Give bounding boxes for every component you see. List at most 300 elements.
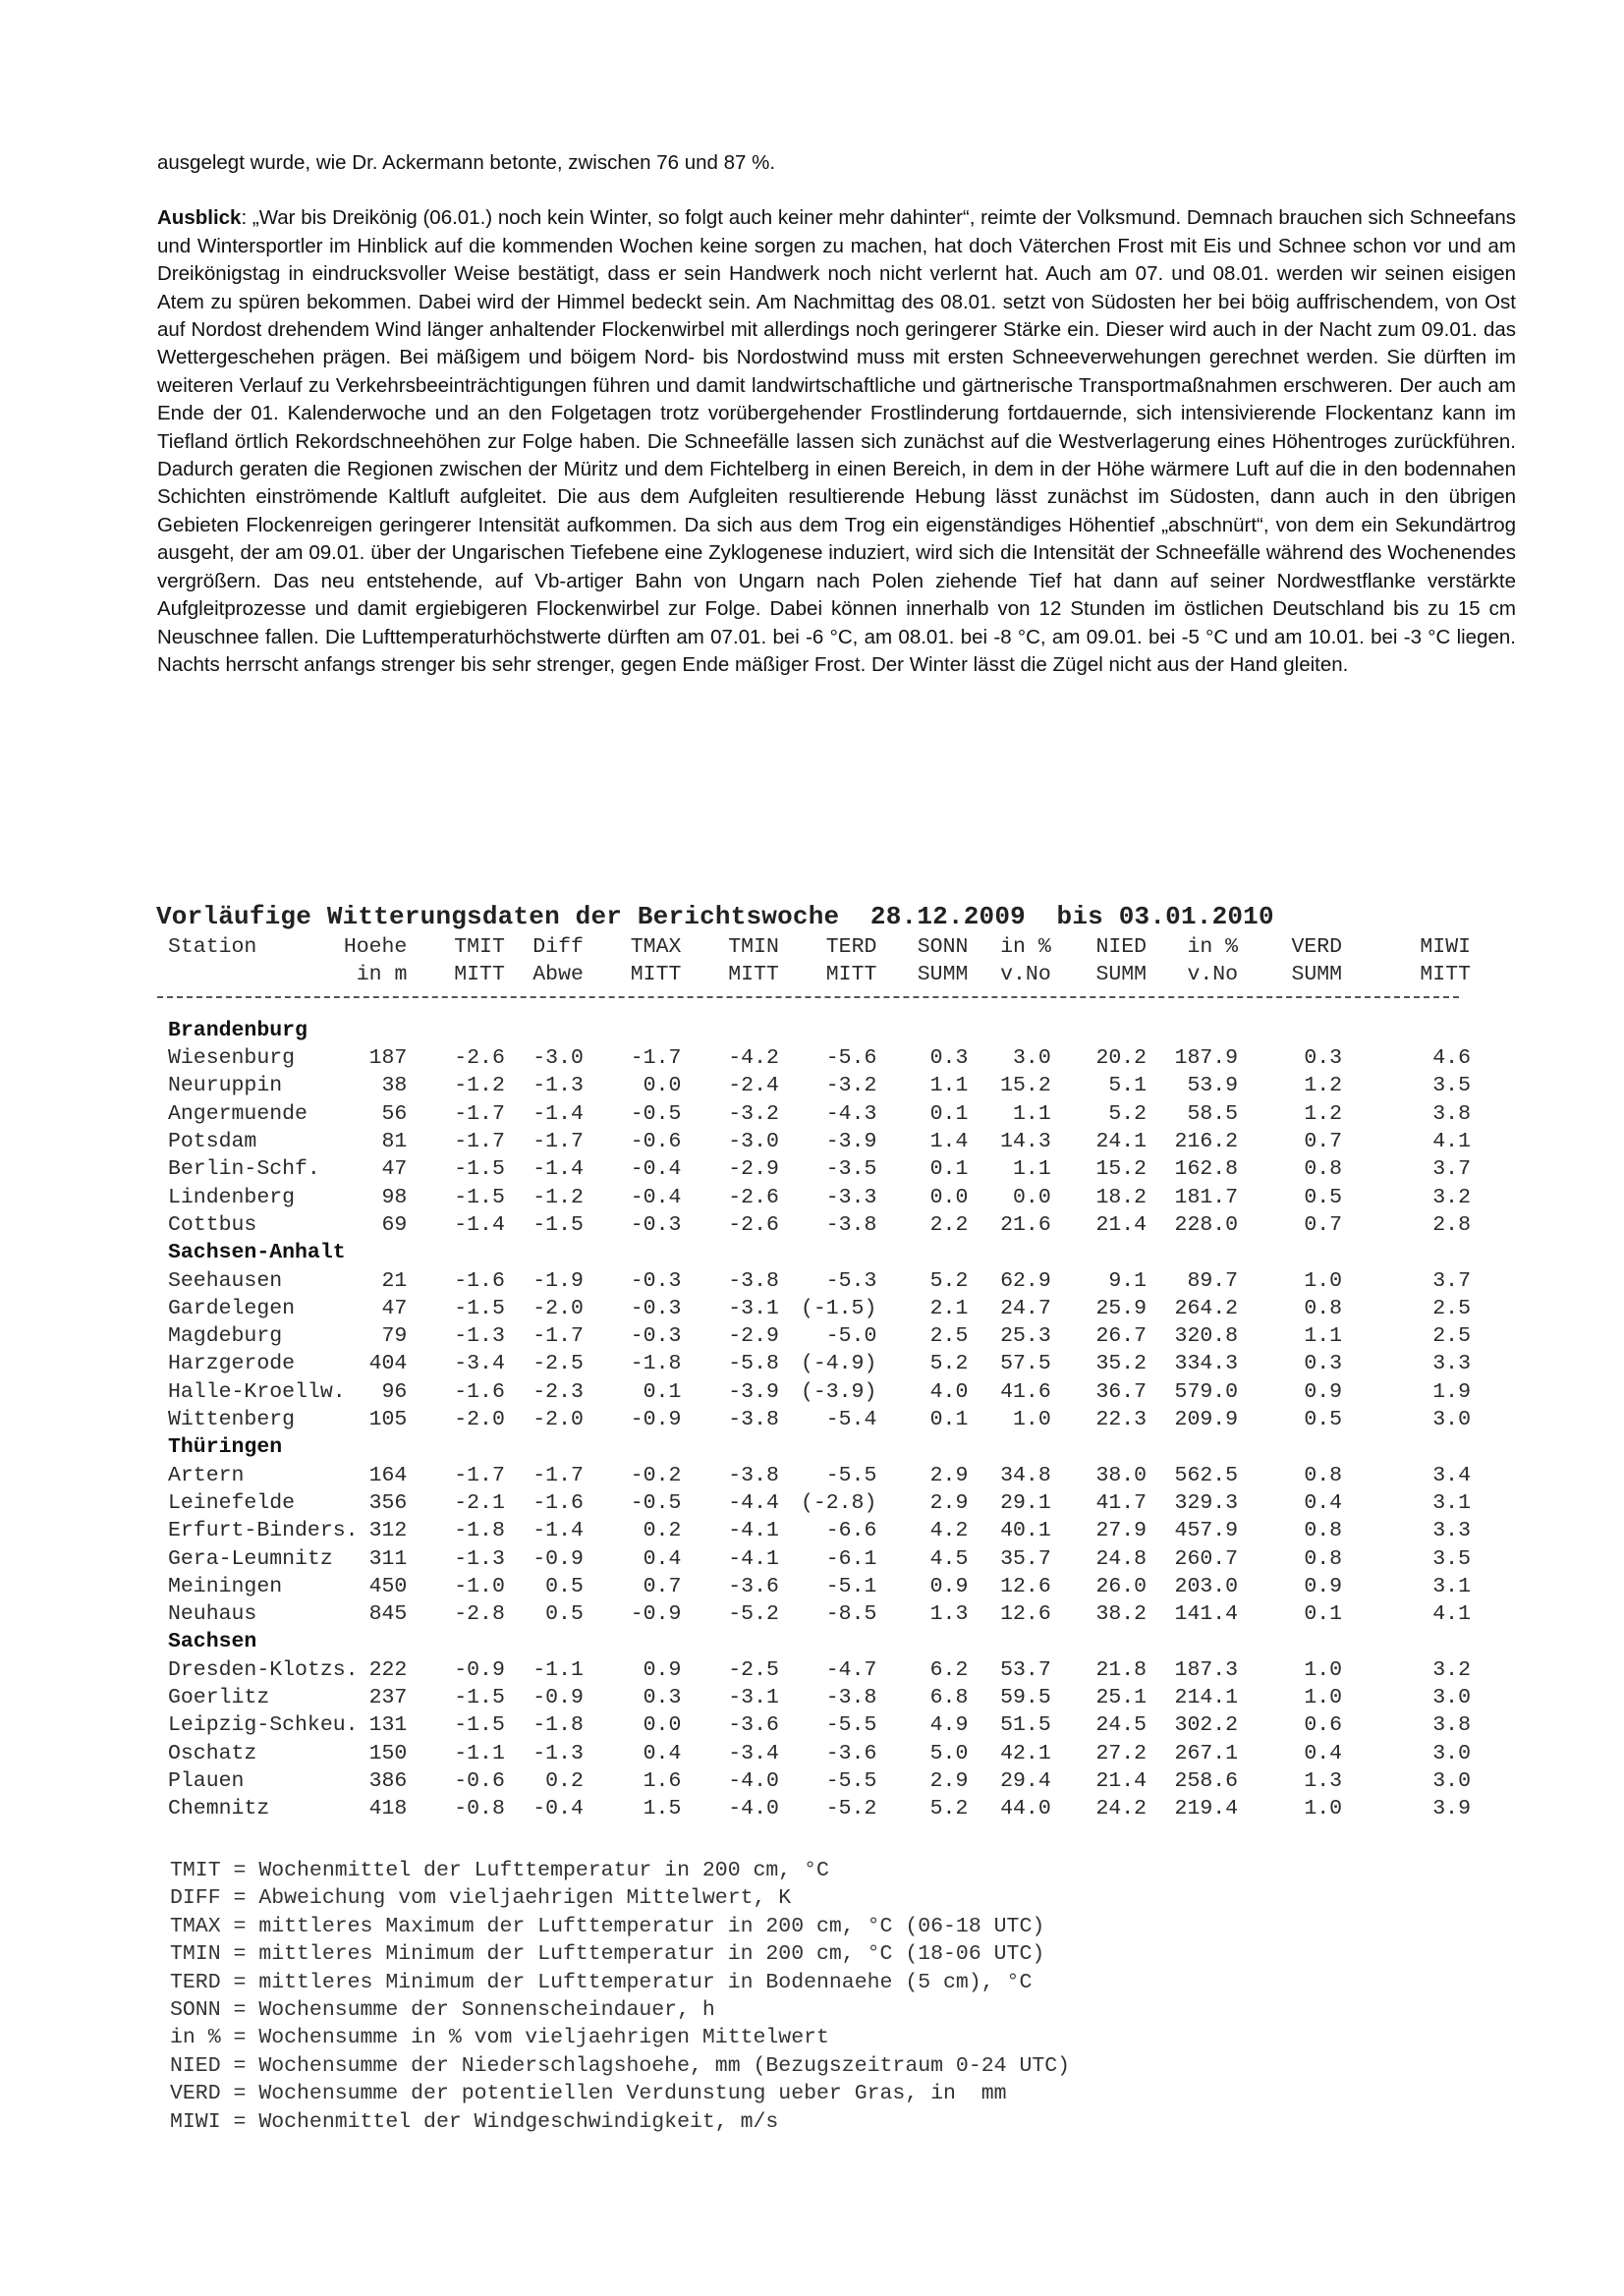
data-cell: 2.9 [929, 1463, 969, 1487]
data-cell: -3.8 [825, 1686, 877, 1710]
data-cell: 47 [381, 1296, 408, 1320]
station-name: Harzgerode [168, 1352, 296, 1376]
data-cell: 57.5 [1000, 1352, 1051, 1376]
data-cell: 3.7 [1432, 1268, 1471, 1293]
table-header-row-1 [168, 933, 1471, 961]
data-cell: 450 [368, 1574, 408, 1598]
data-cell: 0.8 [1304, 1157, 1343, 1182]
data-cell: 2.5 [1432, 1296, 1471, 1320]
station-name: Leipzig-Schkeu. [168, 1713, 359, 1738]
data-cell: -1.6 [454, 1268, 505, 1293]
station-row [168, 1489, 1471, 1517]
data-cell: 22.3 [1095, 1408, 1148, 1432]
station-name: Lindenberg [168, 1185, 296, 1209]
data-cell: -2.0 [532, 1408, 584, 1432]
data-cell: -0.9 [532, 1686, 584, 1710]
data-cell: 3.3 [1432, 1519, 1471, 1543]
data-cell: -2.6 [454, 1046, 505, 1071]
station-row [168, 1184, 1471, 1211]
data-cell: 14.3 [1000, 1130, 1051, 1154]
data-cell: -2.5 [532, 1352, 584, 1376]
data-cell: -1.6 [532, 1490, 584, 1515]
data-cell: 35.7 [1000, 1546, 1051, 1571]
legend-line: TMAX = mittleres Maximum der Lufttemperatur in 200 cm, °C (06-18 UTC) [170, 1914, 1045, 1938]
station-name: Potsdam [168, 1130, 257, 1154]
data-cell: 20.2 [1095, 1046, 1148, 1071]
data-cell: 267.1 [1174, 1741, 1239, 1765]
data-cell: -4.0 [728, 1797, 779, 1821]
column-header: in % [1187, 935, 1239, 959]
column-header: TMIN [728, 935, 779, 959]
data-cell: -1.4 [454, 1212, 505, 1237]
data-cell: 4.9 [929, 1713, 969, 1738]
column-header: TERD [825, 935, 877, 959]
data-cell: -5.1 [825, 1574, 877, 1598]
data-cell: -1.4 [532, 1519, 584, 1543]
column-header [168, 961, 327, 988]
legend-line: TMIT = Wochenmittel der Lufttemperatur in 200 cm, °C [170, 1859, 829, 1882]
data-cell: 69 [381, 1212, 408, 1237]
legend-line: TERD = mittleres Minimum der Lufttemperatur in Bodennaehe (5 cm), °C [170, 1970, 1033, 1994]
station-row [168, 1711, 1471, 1739]
data-cell: 1.4 [929, 1130, 969, 1154]
column-header: v.No [1000, 963, 1051, 987]
data-cell: -1.4 [532, 1101, 584, 1126]
data-cell: -1.0 [454, 1574, 505, 1598]
data-cell: 0.5 [1304, 1185, 1343, 1209]
data-cell: 21.8 [1095, 1657, 1148, 1682]
region-header-row [168, 1433, 1471, 1461]
data-cell: 21.4 [1095, 1212, 1148, 1237]
data-cell: 4.6 [1432, 1046, 1471, 1071]
data-cell: -4.0 [728, 1768, 779, 1793]
data-cell: 21.6 [1000, 1212, 1051, 1237]
data-cell: -2.0 [454, 1408, 505, 1432]
data-cell: 329.3 [1174, 1490, 1239, 1515]
data-cell: -0.3 [630, 1268, 682, 1293]
data-cell: 26.0 [1095, 1574, 1148, 1598]
data-cell: 0.0 [929, 1185, 969, 1209]
data-cell: -3.6 [728, 1713, 779, 1738]
data-cell: 89.7 [1187, 1268, 1239, 1293]
data-cell: -1.8 [630, 1352, 682, 1376]
data-cell: 219.4 [1174, 1797, 1239, 1821]
station-row [168, 1378, 1471, 1406]
data-cell: -4.2 [728, 1046, 779, 1071]
data-cell: -5.5 [825, 1713, 877, 1738]
data-cell: -5.6 [825, 1046, 877, 1071]
station-name: Halle-Kroellw. [168, 1379, 346, 1404]
data-cell: 5.2 [929, 1268, 969, 1293]
data-cell: 216.2 [1174, 1130, 1239, 1154]
data-cell: -4.1 [728, 1519, 779, 1543]
data-cell: 3.1 [1432, 1574, 1471, 1598]
data-cell: 0.9 [643, 1657, 682, 1682]
data-cell: -2.1 [454, 1490, 505, 1515]
data-cell: (-3.9) [800, 1379, 877, 1404]
data-cell: 41.6 [1000, 1379, 1051, 1404]
data-cell: -1.7 [532, 1130, 584, 1154]
data-cell: -0.6 [454, 1768, 505, 1793]
data-cell: 386 [368, 1768, 408, 1793]
data-cell: -1.4 [532, 1157, 584, 1182]
station-name: Wittenberg [168, 1408, 296, 1432]
station-name: Artern [168, 1463, 245, 1487]
legend-line: in % = Wochensumme in % vom vieljaehrigen Mittelwert [170, 2026, 829, 2050]
data-cell: -1.3 [532, 1741, 584, 1765]
data-cell: 38.0 [1095, 1463, 1148, 1487]
data-cell: 4.2 [929, 1519, 969, 1543]
data-cell: 1.1 [1013, 1101, 1051, 1126]
column-header: VERD [1291, 935, 1343, 959]
data-cell: 3.9 [1432, 1797, 1471, 1821]
legend-line: DIFF = Abweichung vom vieljaehrigen Mittelwert, K [170, 1886, 792, 1911]
table-title: Vorläufige Witterungsdaten der Berichtswoche 28.12.2009 bis 03.01.2010 [156, 902, 1274, 931]
data-cell: -0.5 [630, 1490, 682, 1515]
data-cell: 47 [381, 1157, 408, 1182]
data-cell: 0.3 [643, 1686, 682, 1710]
data-cell: 24.1 [1095, 1130, 1148, 1154]
data-cell: 3.5 [1432, 1074, 1471, 1098]
legend-line: TMIN = mittleres Minimum der Lufttemperatur in 200 cm, °C (18-06 UTC) [170, 1942, 1045, 1967]
station-name: Neuruppin [168, 1074, 283, 1098]
weather-data-table [168, 933, 1471, 1823]
station-row [168, 1350, 1471, 1377]
data-cell: 562.5 [1174, 1463, 1239, 1487]
station-name: Gera-Leumnitz [168, 1546, 333, 1571]
data-cell: 214.1 [1174, 1686, 1239, 1710]
paragraph-outlook [157, 204, 1516, 679]
data-cell: -0.4 [532, 1797, 584, 1821]
data-cell: -1.7 [630, 1046, 682, 1071]
data-cell: 0.3 [1304, 1352, 1343, 1376]
data-cell: 29.1 [1000, 1490, 1051, 1515]
data-cell: -3.6 [728, 1574, 779, 1598]
data-cell: 209.9 [1174, 1408, 1239, 1432]
data-cell: 3.0 [1432, 1408, 1471, 1432]
column-header: in m [356, 963, 408, 987]
data-cell: -3.8 [728, 1268, 779, 1293]
data-cell: -1.7 [454, 1130, 505, 1154]
station-row [168, 1545, 1471, 1573]
data-cell: -2.6 [728, 1185, 779, 1209]
data-cell: 404 [368, 1352, 408, 1376]
data-cell: 81 [381, 1130, 408, 1154]
column-header: TMAX [630, 935, 682, 959]
data-cell: 24.8 [1095, 1546, 1148, 1571]
data-cell: -8.5 [825, 1602, 877, 1627]
data-cell: 26.7 [1095, 1324, 1148, 1349]
data-cell: -0.3 [630, 1212, 682, 1237]
data-cell: 79 [381, 1324, 408, 1349]
data-cell: -0.6 [630, 1130, 682, 1154]
data-cell: 24.2 [1095, 1797, 1148, 1821]
data-cell: 29.4 [1000, 1768, 1051, 1793]
data-cell: 41.7 [1095, 1490, 1148, 1515]
column-header: MITT [728, 963, 779, 987]
region-name: Thüringen [168, 1435, 283, 1460]
data-cell: -2.8 [454, 1602, 505, 1627]
data-cell: -1.3 [454, 1324, 505, 1349]
data-cell: 181.7 [1174, 1185, 1239, 1209]
station-row [168, 1211, 1471, 1239]
data-cell: 40.1 [1000, 1519, 1051, 1543]
data-cell: 3.4 [1432, 1463, 1471, 1487]
data-cell: (-2.8) [800, 1490, 877, 1515]
station-name: Chemnitz [168, 1797, 270, 1821]
data-cell: 9.1 [1108, 1268, 1148, 1293]
table-header-row-2 [168, 961, 1471, 988]
data-cell: -6.1 [825, 1546, 877, 1571]
data-cell: 1.0 [1013, 1408, 1051, 1432]
data-cell: -1.5 [454, 1713, 505, 1738]
data-cell: 0.1 [1304, 1602, 1343, 1627]
data-cell: -0.9 [630, 1602, 682, 1627]
data-cell: 98 [381, 1185, 408, 1209]
data-cell: 334.3 [1174, 1352, 1239, 1376]
data-cell: -1.3 [454, 1546, 505, 1571]
data-cell: 1.0 [1304, 1657, 1343, 1682]
data-cell: 96 [381, 1379, 408, 1404]
column-header: Abwe [532, 963, 584, 987]
column-header: NIED [1095, 935, 1148, 959]
data-cell: 3.5 [1432, 1546, 1471, 1571]
station-row [168, 1517, 1471, 1544]
table-separator-row [168, 989, 1471, 1017]
station-row [168, 1767, 1471, 1795]
data-cell: 0.9 [1304, 1574, 1343, 1598]
data-cell: 2.2 [929, 1212, 969, 1237]
data-cell: -5.2 [825, 1797, 877, 1821]
data-cell: -5.2 [728, 1602, 779, 1627]
data-cell: -1.9 [532, 1268, 584, 1293]
station-row [168, 1684, 1471, 1711]
region-name: Sachsen-Anhalt [168, 1241, 346, 1265]
data-cell: -3.4 [728, 1741, 779, 1765]
data-cell: -1.5 [532, 1212, 584, 1237]
data-cell: -3.0 [728, 1130, 779, 1154]
data-cell: -1.1 [532, 1657, 584, 1682]
data-cell: 0.8 [1304, 1519, 1343, 1543]
data-cell: -3.1 [728, 1686, 779, 1710]
data-cell: 0.8 [1304, 1296, 1343, 1320]
data-cell: 2.9 [929, 1490, 969, 1515]
data-cell: -2.4 [728, 1074, 779, 1098]
data-cell: 25.9 [1095, 1296, 1148, 1320]
station-name: Erfurt-Binders. [168, 1519, 359, 1543]
data-cell: -1.6 [454, 1379, 505, 1404]
data-cell: 36.7 [1095, 1379, 1148, 1404]
data-cell: 15.2 [1095, 1157, 1148, 1182]
data-cell: 356 [368, 1490, 408, 1515]
data-cell: 2.8 [1432, 1212, 1471, 1237]
data-cell: 5.0 [929, 1741, 969, 1765]
station-row [168, 1573, 1471, 1600]
data-cell: -0.3 [630, 1324, 682, 1349]
data-cell: 0.4 [1304, 1741, 1343, 1765]
data-cell: -1.5 [454, 1185, 505, 1209]
data-cell: 1.1 [929, 1074, 969, 1098]
data-cell: 3.8 [1432, 1101, 1471, 1126]
data-cell: 0.5 [545, 1602, 584, 1627]
data-cell: 418 [368, 1797, 408, 1821]
station-row [168, 1072, 1471, 1099]
data-cell: 0.9 [929, 1574, 969, 1598]
station-name: Goerlitz [168, 1686, 270, 1710]
station-name: Angermuende [168, 1101, 308, 1126]
data-cell: 0.7 [1304, 1130, 1343, 1154]
data-cell: 0.4 [643, 1546, 682, 1571]
data-cell: 1.3 [1304, 1768, 1343, 1793]
data-cell: 237 [368, 1686, 408, 1710]
data-cell: 62.9 [1000, 1268, 1051, 1293]
region-name: Brandenburg [168, 1018, 308, 1042]
data-cell: 3.0 [1013, 1046, 1051, 1071]
data-cell: -3.9 [825, 1130, 877, 1154]
data-cell: -2.0 [532, 1296, 584, 1320]
data-cell: 56 [381, 1101, 408, 1126]
data-cell: 18.2 [1095, 1185, 1148, 1209]
data-cell: -3.2 [728, 1101, 779, 1126]
data-cell: 25.3 [1000, 1324, 1051, 1349]
data-cell: -2.6 [728, 1212, 779, 1237]
data-cell: 0.0 [1013, 1185, 1051, 1209]
data-cell: -3.3 [825, 1185, 877, 1209]
data-cell: -4.7 [825, 1657, 877, 1682]
data-cell: -5.0 [825, 1324, 877, 1349]
data-cell: 6.2 [929, 1657, 969, 1682]
data-cell: 3.2 [1432, 1657, 1471, 1682]
data-cell: 2.9 [929, 1768, 969, 1793]
data-cell: 0.1 [643, 1379, 682, 1404]
data-cell: 51.5 [1000, 1713, 1051, 1738]
data-cell: 4.1 [1432, 1130, 1471, 1154]
legend-line: NIED = Wochensumme der Niederschlagshoehe, mm (Bezugszeitraum 0-24 UTC) [170, 2053, 1071, 2078]
data-cell: 1.0 [1304, 1797, 1343, 1821]
column-header: SUMM [917, 963, 969, 987]
data-cell: 0.4 [643, 1741, 682, 1765]
data-cell: -3.8 [728, 1463, 779, 1487]
station-row [168, 1462, 1471, 1489]
station-name: Gardelegen [168, 1296, 296, 1320]
paragraph-intro: ausgelegt wurde, wie Dr. Ackermann betonte, zwischen 76 und 87 %. [157, 151, 776, 174]
station-row [168, 1128, 1471, 1155]
data-cell: -1.8 [454, 1519, 505, 1543]
data-cell: 3.0 [1432, 1768, 1471, 1793]
table-body [168, 1017, 1471, 1823]
column-header: Hoehe [343, 935, 408, 959]
station-row [168, 1795, 1471, 1822]
data-cell: -3.4 [454, 1352, 505, 1376]
station-row [168, 1100, 1471, 1128]
data-cell: 53.7 [1000, 1657, 1051, 1682]
data-cell: 1.0 [1304, 1686, 1343, 1710]
column-header: MITT [630, 963, 682, 987]
data-cell: 12.6 [1000, 1574, 1051, 1598]
data-cell: 187.3 [1174, 1657, 1239, 1682]
station-name: Plauen [168, 1768, 245, 1793]
station-row [168, 1406, 1471, 1433]
data-cell: 302.2 [1174, 1713, 1239, 1738]
data-cell: 5.2 [1108, 1101, 1148, 1126]
data-cell: 34.8 [1000, 1463, 1051, 1487]
data-cell: 0.4 [1304, 1490, 1343, 1515]
data-cell: -2.9 [728, 1157, 779, 1182]
data-cell: 228.0 [1174, 1212, 1239, 1237]
data-cell: -3.8 [728, 1408, 779, 1432]
data-cell: -3.0 [532, 1046, 584, 1071]
station-row [168, 1044, 1471, 1072]
data-cell: 15.2 [1000, 1074, 1051, 1098]
data-cell: -1.7 [532, 1463, 584, 1487]
data-cell: 3.8 [1432, 1713, 1471, 1738]
station-name: Oschatz [168, 1741, 257, 1765]
data-cell: 1.6 [643, 1768, 682, 1793]
data-cell: -4.1 [728, 1546, 779, 1571]
data-cell: 4.1 [1432, 1602, 1471, 1627]
data-cell: 0.0 [643, 1074, 682, 1098]
data-cell: 0.7 [643, 1574, 682, 1598]
data-cell: 0.0 [643, 1713, 682, 1738]
data-cell: 24.5 [1095, 1713, 1148, 1738]
data-cell: 0.3 [929, 1046, 969, 1071]
data-cell: 27.2 [1095, 1741, 1148, 1765]
data-cell: 21.4 [1095, 1768, 1148, 1793]
data-cell: 2.5 [929, 1324, 969, 1349]
column-header: MITT [454, 963, 505, 987]
data-cell: 0.5 [545, 1574, 584, 1598]
data-cell: -3.6 [825, 1741, 877, 1765]
data-cell: -5.3 [825, 1268, 877, 1293]
data-cell: 25.1 [1095, 1686, 1148, 1710]
data-cell: -0.9 [454, 1657, 505, 1682]
data-cell: 1.2 [1304, 1074, 1343, 1098]
data-cell: 1.9 [1432, 1379, 1471, 1404]
data-cell: -2.3 [532, 1379, 584, 1404]
data-cell: -0.2 [630, 1463, 682, 1487]
data-cell: (-4.9) [800, 1352, 877, 1376]
column-header: MITT [1420, 963, 1471, 987]
data-cell: 3.0 [1432, 1741, 1471, 1765]
station-name: Dresden-Klotzs. [168, 1657, 359, 1682]
data-cell: 2.1 [929, 1296, 969, 1320]
region-name: Sachsen [168, 1630, 257, 1654]
data-cell: -2.9 [728, 1324, 779, 1349]
data-cell: 457.9 [1174, 1519, 1239, 1543]
data-cell: 258.6 [1174, 1768, 1239, 1793]
data-cell: (-1.5) [800, 1296, 877, 1320]
data-cell: 44.0 [1000, 1797, 1051, 1821]
data-cell: 0.7 [1304, 1212, 1343, 1237]
data-cell: 1.5 [643, 1797, 682, 1821]
station-name: Wiesenburg [168, 1046, 296, 1071]
data-cell: -4.3 [825, 1101, 877, 1126]
data-cell: 12.6 [1000, 1602, 1051, 1627]
data-cell: 845 [368, 1602, 408, 1627]
outlook-heading: Ausblick [157, 206, 242, 230]
data-cell: -4.4 [728, 1490, 779, 1515]
station-name: Leinefelde [168, 1490, 296, 1515]
data-cell: -1.5 [454, 1686, 505, 1710]
outlook-body: : „War bis Dreikönig (06.01.) noch kein Winter, so folgt auch keiner mehr dahinter“, reimte der Volksmund. Demnach brauchen sich Schneefans und Wintersportler im Hinblick auf die kommenden Wochen keine sorgen zu machen, hat doch Väterchen Frost mit Eis und Schnee schon vor und am Dreikönigstag in eindrucksvoller Weise bestätigt, dass er sein Handwerk noch nicht verlernt hat. Auch am 07. und 08.01. werden wir seinen eisigen Atem zu spüren bekommen. Dabei wird der Himmel bedeckt sein. Am Nachmittag des 08.01. setzt von Südosten her bei böig auffrischendem, von Ost auf Nordost drehendem Wind länger anhaltender Flockenwirbel mit allerdings noch geringerer Stärke ein. Dieser wird auch in der Nacht zum 09.01. das Wettergeschehen prägen. Bei mäßigem und böigem Nord- bis Nordostwind muss mit ersten Schneeverwehungen gerechnet werden. Sie dürften im weiteren Verlauf zu Verkehrsbeeinträchtigungen führen und damit landwirtschaftliche und gärtnerische Transportmaßnahmen erschweren. Der auch am Ende der 01. Kalenderwoche und an den Folgetagen trotz vorübergehender Frostlinderung fortdauernde, sich intensivierende Flockentanz kann im Tiefland örtlich Rekordschneehöhen zur Folge haben. Die Schneefälle lassen sich zunächst auf die Westverlagerung eines Höhentroges zurückführen. Dadurch geraten die Regionen zwischen der Müritz und dem Fichtelberg in einen Bereich, in dem in der Höhe wärmere Luft auf die in den bodennahen Schichten einströmende Kaltluft aufgleitet. Die aus dem Aufgleiten resultierende Hebung lässt zunächst im Südosten, dann auch in den übrigen Gebieten Flockenreigen geringerer Intensität aufkommen. Da sich aus dem Trog ein eigenständiges Höhentief „abschnürt“, von dem ein Sekundärtrog ausgeht, der am 09.01. über der Ungarischen Tiefebene eine Zyklogenese induziert, wird sich die Intensität der Schneefälle während des Wochenendes vergrößern. Das neu entstehende, auf Vb-artiger Bahn von Ungarn nach Polen ziehende Tief hat dann auf seiner Nordwestflanke verstärkte Aufgleitprozesse und damit ergiebigeren Flockenwirbel zur Folge. Dabei können innerhalb von 12 Stunden im östlichen Deutschland bis zu 15 cm Neuschnee fallen. Die Lufttemperaturhöchstwerte dürften am 07.01. bei -6 °C, am 08.01. bei -8 °C, am 09.01. bei -5 °C und am 10.01. bei -3 °C liegen. Nachts herrscht anfangs strenger bis sehr strenger, gegen Ende mäßiger Frost. Der Winter lässt die Zügel nicht aus der Hand gleiten. [157, 206, 1516, 676]
data-cell: 0.3 [1304, 1046, 1343, 1071]
data-cell: -5.5 [825, 1463, 877, 1487]
data-cell: 260.7 [1174, 1546, 1239, 1571]
data-cell: -1.8 [532, 1713, 584, 1738]
data-cell: 1.2 [1304, 1101, 1343, 1126]
data-cell: -0.9 [532, 1546, 584, 1571]
data-cell: 1.1 [1304, 1324, 1343, 1349]
